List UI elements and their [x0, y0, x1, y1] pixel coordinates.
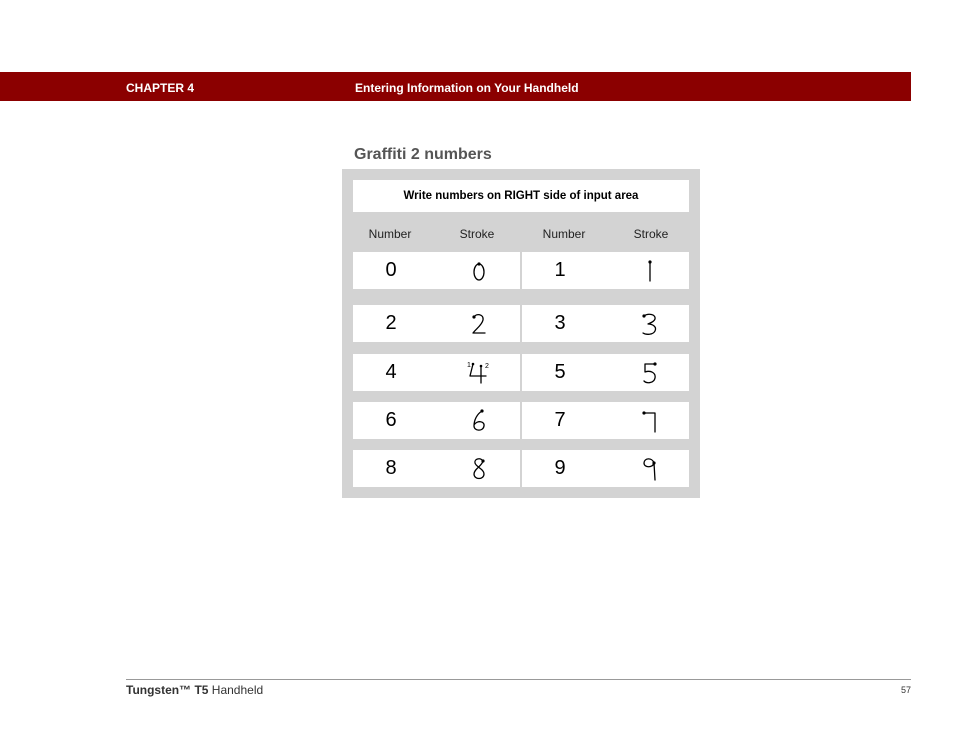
- number-value: 0: [385, 259, 397, 281]
- page-number: 57: [900, 685, 911, 695]
- number-value: 4: [385, 361, 397, 383]
- graffiti-2-stroke-icon: [441, 305, 517, 342]
- graffiti-5-stroke-icon: [612, 354, 688, 391]
- footer-product-name: Tungsten™ T5 Handheld: [126, 683, 264, 697]
- table-row: [353, 402, 689, 439]
- graffiti-4-stroke-icon: [441, 354, 517, 391]
- number-value: 2: [385, 312, 397, 334]
- graffiti-8-stroke-icon: [441, 450, 517, 487]
- section-title: Graffiti 2 numbers: [354, 146, 492, 163]
- graffiti-7-stroke-icon: [612, 402, 688, 439]
- column-header-number: Number: [368, 227, 412, 241]
- number-value: 8: [385, 457, 397, 479]
- svg-text:2: 2: [485, 362, 489, 370]
- chapter-title: Entering Information on Your Handheld: [355, 81, 579, 95]
- number-value: 5: [554, 361, 566, 383]
- number-value: 6: [385, 409, 397, 431]
- svg-text:1: 1: [467, 361, 471, 369]
- column-header-stroke: Stroke: [459, 227, 495, 241]
- graffiti-6-stroke-icon: [441, 402, 517, 439]
- column-header-stroke: Stroke: [633, 227, 669, 241]
- table-row: [353, 354, 689, 391]
- graffiti-3-stroke-icon: [612, 305, 688, 342]
- number-value: 9: [554, 457, 566, 479]
- column-header-number: Number: [542, 227, 586, 241]
- graffiti-9-stroke-icon: [612, 450, 688, 487]
- chapter-header-bar: [0, 72, 911, 101]
- chapter-label: CHAPTER 4: [126, 81, 195, 95]
- number-value: 7: [554, 409, 566, 431]
- number-value: 3: [554, 312, 566, 334]
- footer-divider: [126, 679, 911, 680]
- table-row: [353, 450, 689, 487]
- table-caption: Write numbers on RIGHT side of input area: [353, 180, 689, 212]
- graffiti-0-stroke-icon: [441, 252, 517, 289]
- table-row: [353, 305, 689, 342]
- graffiti-1-stroke-icon: [612, 252, 688, 289]
- number-value: 1: [554, 259, 566, 281]
- graffiti-numbers-table: [342, 169, 700, 498]
- table-row: [353, 252, 689, 289]
